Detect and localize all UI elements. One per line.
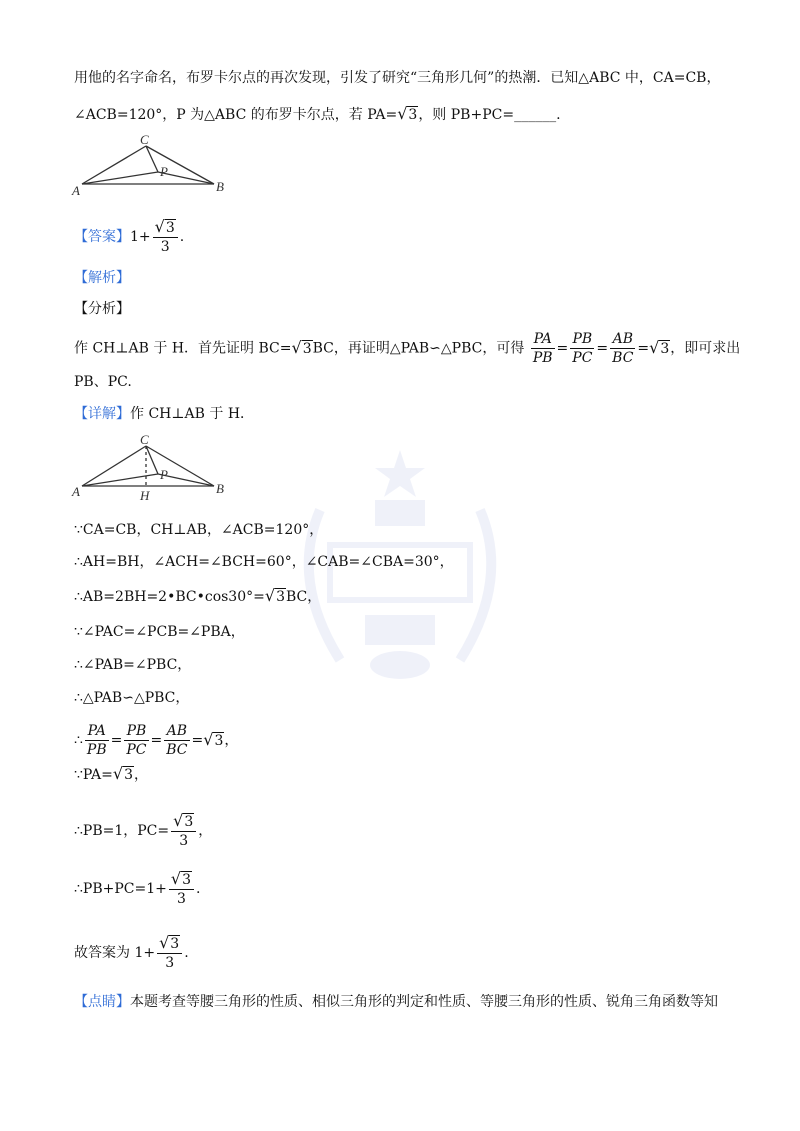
fenxi-tag: 【分析】: [74, 301, 130, 317]
problem-line-1: 用他的名字命名，布罗卡尔点的再次发现，引发了研究“三角形几何”的热潮．已知△ABC 中，CA=CB，: [74, 70, 721, 86]
step-8: ∵PA=√3，: [74, 764, 149, 783]
triangle-figure-2: [70, 432, 240, 504]
label-b: B: [216, 179, 224, 194]
step-9: ∴PB=1，PC= $\frac{√3}{3}$ ，: [74, 811, 213, 849]
detail-line: 【详解】作 CH⊥AB 于 H．: [74, 406, 255, 422]
step-6: ∴△PAB∽△PBC，: [74, 690, 190, 706]
answer-tag: 【答案】: [74, 229, 130, 245]
step-7: ∴ $\frac{PA}{PB}$ = $\frac{PB}{PC}$ = $\frac{AB}{BC}$ =√3，: [74, 723, 239, 758]
detail-tag: 【详解】: [74, 406, 130, 422]
label-a: A: [72, 484, 80, 499]
problem-line-2: ∠ACB=120°，P 为△ABC 的布罗卡尔点，若 PA=√3，则 PB+PC=______.: [74, 104, 561, 123]
conclusion-line: 故答案为 1+ $\frac{√3}{3}$ .: [74, 933, 189, 971]
answer-line: 【答案】1+ $\frac{√3}{3}$ .: [74, 217, 185, 255]
label-b: B: [216, 481, 224, 496]
analysis-tag: 【解析】: [74, 270, 130, 286]
remark-tag: 【点睛】: [74, 994, 130, 1010]
sqrt-3: √3: [397, 104, 418, 123]
step-10: ∴PB+PC=1+ $\frac{√3}{3}$ .: [74, 869, 201, 907]
step-4: ∵∠PAC=∠PCB=∠PBA，: [74, 624, 245, 640]
label-a: A: [72, 183, 80, 198]
step-2: ∴AH=BH，∠ACH=∠BCH=60°，∠CAB=∠CBA=30°，: [74, 554, 454, 570]
remark-line: 【点睛】本题考查等腰三角形的性质、相似三角形的判定和性质、等腰三角形的性质、锐角三角函数等知: [74, 994, 718, 1010]
label-p: P: [160, 164, 168, 179]
step-1: ∵CA=CB，CH⊥AB，∠ACB=120°，: [74, 522, 324, 538]
step-5: ∴∠PAB=∠PBC，: [74, 657, 192, 673]
label-p: P: [160, 467, 168, 482]
answer-fraction: $\frac{√3}{3}$: [153, 218, 178, 256]
fenxi-line-1: 作 CH⊥AB 于 H．首先证明 BC=√3BC，再证明△PAB∽△PBC，可得 $\frac{PA}{PB}$ = $\frac{PB}{PC}$ = $\frac{AB}{BC}$ =√3，即可求出: [74, 331, 741, 366]
step-3: ∴AB=2BH=2•BC•cos30°=√3BC，: [74, 586, 322, 605]
triangle-figure-1: [70, 132, 240, 198]
label-c: C: [140, 432, 149, 447]
fenxi-line-2: PB、PC.: [74, 374, 132, 390]
label-h: H: [140, 488, 150, 503]
label-c: C: [140, 132, 149, 147]
